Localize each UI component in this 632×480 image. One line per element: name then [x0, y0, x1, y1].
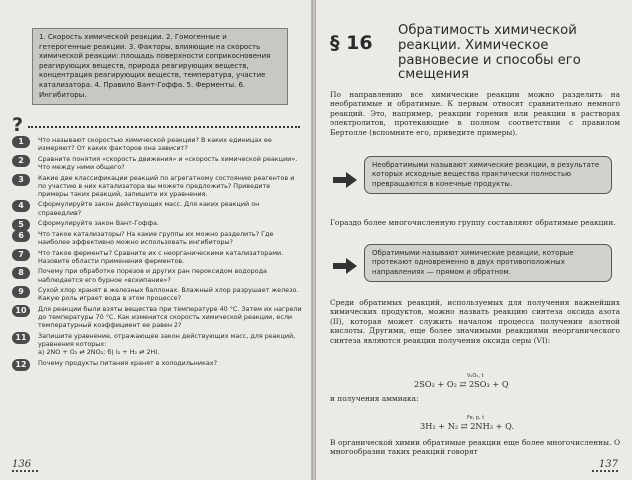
equation-1: 2SO₂ + O₂ ⇄ 2SO₃ + Q [414, 379, 509, 389]
question-text: Сухой хлор хранят в железных баллонах. Влажный хлор разрушает железо. Какую роль играет вода в этом процессе? [38, 286, 299, 303]
question-number: 9 [12, 286, 30, 298]
question-item [12, 359, 302, 367]
paragraph-1: По направлению все химические реакции можно разделить на необратимые и обратимые. К первым относят сравнительно немного реакций. Это, например, реакции горения или реакции в растворах электролитов, протекающие в полном соответствии с правилом Бертолле (вспомните его, приведите примеры). [330, 90, 620, 137]
question-text: Почему при обработке порезов и других ран пероксидом водорода наблюдается его бурное «вскипание»? [38, 267, 267, 284]
question-item [12, 267, 302, 283]
question-number: 6 [12, 230, 30, 242]
question-number: 5 [12, 219, 30, 231]
page-number-right: 137 [592, 459, 618, 472]
question-item [12, 136, 302, 152]
question-number: 11 [12, 332, 30, 344]
equation-2: 3H₂ + N₂ ⇄ 2NH₃ + Q. [420, 421, 514, 431]
arrow-right-icon [332, 170, 358, 190]
paragraph-4: и получения аммиака: [330, 394, 419, 403]
question-number: 7 [12, 249, 30, 261]
question-number: 2 [12, 155, 30, 167]
question-mark-icon: ? [12, 114, 24, 136]
definition-box-reversible: Обратимыми называют химические реакции, которые протекают одновременно в двух противоположных направлениях — прямом и обратном. [364, 244, 612, 282]
question-text: Что называют скоростью химической реакции? В каких единицах ее измеряют? От каких факторов она зависит? [38, 136, 272, 153]
paragraph-5: В органической химии обратимые реакции еще более многочисленны. О многообразии таких реакций говорят [330, 438, 620, 457]
equation-2-conditions: Fe, p, t [467, 415, 485, 421]
question-text: Сформулируйте закон действующих масс. Для каких реакций он справедлив? [38, 200, 260, 217]
section-number: § 16 [330, 32, 373, 54]
question-item [12, 249, 302, 265]
question-number: 10 [12, 305, 30, 317]
questions-header [12, 114, 302, 134]
question-item [12, 230, 302, 246]
right-page [316, 0, 632, 480]
dotted-divider [28, 126, 300, 128]
question-item [12, 219, 302, 230]
question-text: Сравните понятия «скорость движения» и «скорость химической реакции». Что между ними общего? [38, 154, 298, 171]
question-text: Что такое катализаторы? На какие группы их можно разделить? Где наиболее эффективно можно использовать ингибиторы? [38, 229, 274, 246]
question-number: 8 [12, 267, 30, 279]
question-text: Для реакции были взяты вещества при температуре 40 °С. Затем их нагрели до температуры 70 °С. Как изменится скорость химической реакции, если температурный коэффициент ее равен 2? [38, 305, 302, 330]
question-item [12, 155, 302, 171]
question-number: 3 [12, 174, 30, 186]
definition-box-irreversible: Необратимыми называют химические реакции, в результате которых исходные вещества практически полностью превращаются в конечные продукты. [364, 156, 612, 194]
section-title: Обратимость химической реакции. Химическое равновесие и способы его смещения [398, 23, 581, 83]
question-equation: а) 2NO + O₂ ⇄ 2NO₂; б) I₂ + H₂ ⇄ 2HI. [38, 348, 160, 357]
question-item [12, 305, 302, 329]
question-item [12, 200, 302, 216]
question-number: 1 [12, 136, 30, 148]
question-number: 12 [12, 359, 30, 371]
equation-1-conditions: V₂O₅, t [467, 373, 484, 379]
paragraph-2: Гораздо более многочисленную группу составляют обратимые реакции. [330, 218, 616, 227]
question-number: 4 [12, 200, 30, 212]
question-text: Что такое ферменты? Сравните их с неорганическими катализаторами. Назовите области применения ферментов. [38, 248, 284, 265]
page-number-left: 136 [12, 459, 38, 472]
question-item [12, 174, 302, 198]
question-text: Сформулируйте закон Вант-Гоффа. [38, 219, 159, 228]
question-text: Почему продукты питания хранят в холодильниках? [38, 358, 217, 367]
left-page [0, 0, 312, 480]
question-text: Запишите уравнение, отражающее закон действующих масс, для реакций, уравнения которых: [38, 331, 296, 348]
question-item [12, 286, 302, 302]
arrow-right-icon [332, 256, 358, 276]
question-item [12, 332, 302, 356]
question-text: Какие две классификации реакций по агрегатному состоянию реагентов и по участию в них катализатора вы можете предложить? Приведите примеры таких реакций, запишите их уравнения. [38, 173, 295, 198]
summary-box: 1. Скорость химической реакции. 2. Гомогенные и гетерогенные реакции. 3. Факторы, влияющие на скорость химической реакции: площадь поверхности соприкосновения реагирующих веществ, природа реагирующих веществ, концентрация реагирующих веществ, температура, участие катализатора. 4. Правило Вант-Гоффа. 5. Ферменты. 6. Ингибиторы. [32, 28, 288, 105]
paragraph-3: Среди обратимых реакций, используемых для получения важнейших химических продуктов, можно назвать реакцию синтеза оксида азота (II), которая может служить началом процесса получения азотной кислоты. Другими, еще более значимыми реакциями неорганического синтеза являются реакции получения оксида серы (VI): [330, 298, 620, 345]
questions-list [12, 136, 302, 369]
